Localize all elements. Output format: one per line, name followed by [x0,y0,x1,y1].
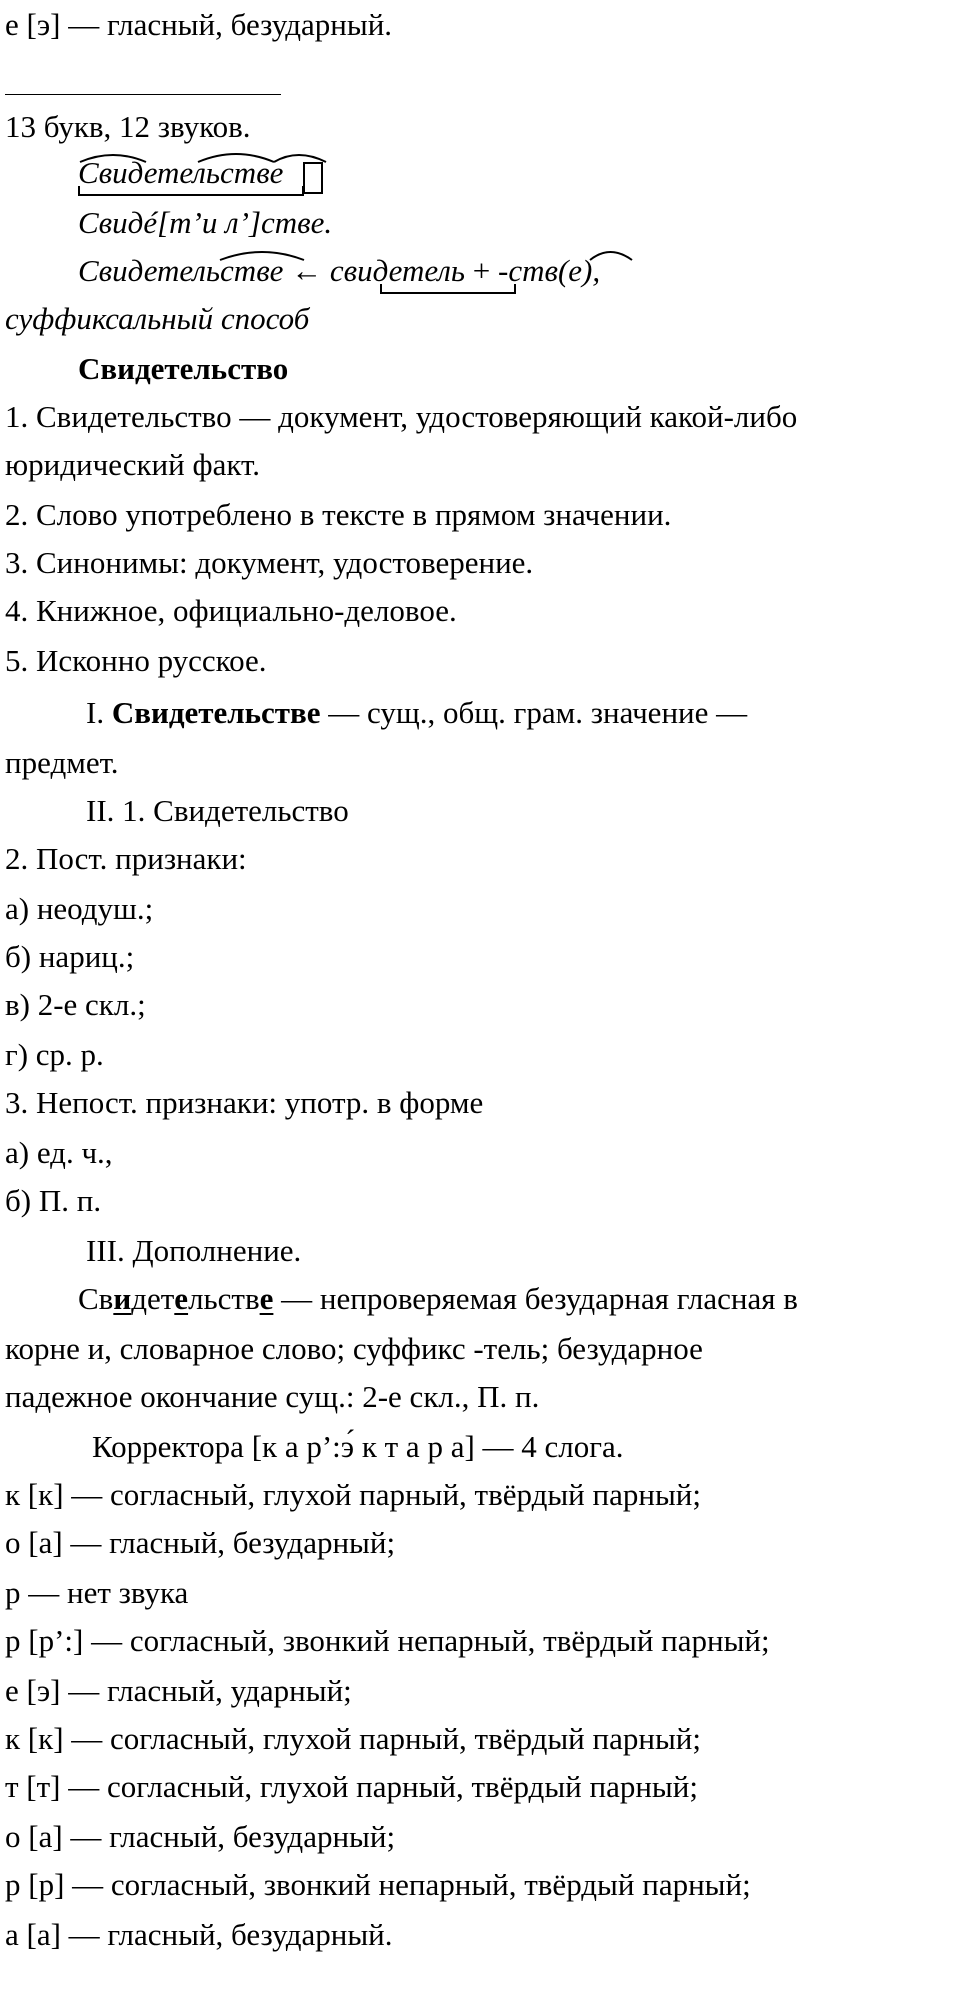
text-line: р [р’:] — согласный, звонкий непарный, твёрдый парный; [5,1623,770,1658]
plus-sign: + - [465,253,509,288]
suffix: ств [508,253,558,288]
text-line: корне и, словарное слово; суффикс -тель; безударное [5,1331,703,1366]
analysis-heading-line [86,694,747,734]
text-line: предмет. [5,745,119,780]
text-line: б) нариц.; [5,939,135,974]
footnote-divider [5,94,281,95]
text-line: II. 1. Свидетельство [86,793,349,828]
text-line: суффиксальный способ [5,301,310,336]
text-line: к [к] — согласный, глухой парный, твёрдый парный; [5,1477,701,1512]
base-stem-bracket [380,284,516,294]
text-line: 13 букв, 12 звуков. [5,109,251,144]
text-line: р [р] — согласный, звонкий непарный, твёрдый парный; [5,1867,751,1902]
word-part: льств [188,1281,260,1316]
word-stem: Свидетельстве [78,155,284,190]
ending: (е), [557,253,601,288]
text-line: 4. Книжное, официально-деловое. [5,593,457,628]
derivation-arrow: ← [283,253,330,288]
text-line: падежное окончание сущ.: 2-е скл., П. п. [5,1379,540,1414]
text-line: а) неодуш.; [5,891,154,926]
text-line: б) П. п. [5,1183,102,1218]
spelling-text: — непроверяемая безударная гласная в [273,1281,798,1316]
text-line: в) 2-е скл.; [5,987,146,1022]
text-line: о [а] — гласный, безударный; [5,1525,396,1560]
text-line: 2. Пост. признаки: [5,841,247,876]
text-line: к [к] — согласный, глухой парный, твёрдый парный; [5,1721,701,1756]
text-line: о [а] — гласный, безударный; [5,1819,396,1854]
text-line: г) ср. р. [5,1037,104,1072]
transcription-line: Свидé[т’и л’]стве. [78,205,333,240]
word-part: дет [131,1281,175,1316]
analysis-text: — сущ., общ. грам. значение — [320,695,748,730]
highlighted-vowel: е [259,1281,274,1316]
analyzed-word: Свидетельстве [111,695,321,730]
morpheme-arcs [78,148,318,168]
text-line: р — нет звука [5,1575,189,1610]
text-line: е [э] — гласный, ударный; [5,1673,352,1708]
phonetic-heading: Корректора [к а р’:э́ к т а р а] — 4 слога. [92,1429,624,1464]
stem-bracket [78,186,304,196]
base-word: свидетель [329,253,466,288]
suffix-arcs [218,244,638,264]
text-line: 1. Свидетельство — документ, удостоверяющий какой-либо [5,399,798,434]
text-line: юридический факт. [5,447,260,482]
text-line: III. Дополнение. [86,1233,302,1268]
text-line: а) ед. ч., [5,1135,113,1170]
text-line: 2. Слово употреблено в тексте в прямом значении. [5,497,672,532]
highlighted-vowel: и [113,1281,132,1316]
section-heading: Свидетельство [78,351,289,386]
derived-word: Свидетельстве [78,253,284,288]
text-line: а [а] — гласный, безударный. [5,1917,393,1952]
text-line: 5. Исконно русское. [5,643,267,678]
roman-numeral: I. [86,695,112,730]
text-line: т [т] — согласный, глухой парный, твёрдый парный; [5,1769,698,1804]
text-line: е [э] — гласный, безударный. [5,7,393,42]
text-line: 3. Синонимы: документ, удостоверение. [5,545,534,580]
text-line: 3. Непост. признаки: употр. в форме [5,1085,484,1120]
word-part: Св [78,1281,114,1316]
highlighted-vowel: е [174,1281,189,1316]
spelling-line [78,1280,798,1320]
